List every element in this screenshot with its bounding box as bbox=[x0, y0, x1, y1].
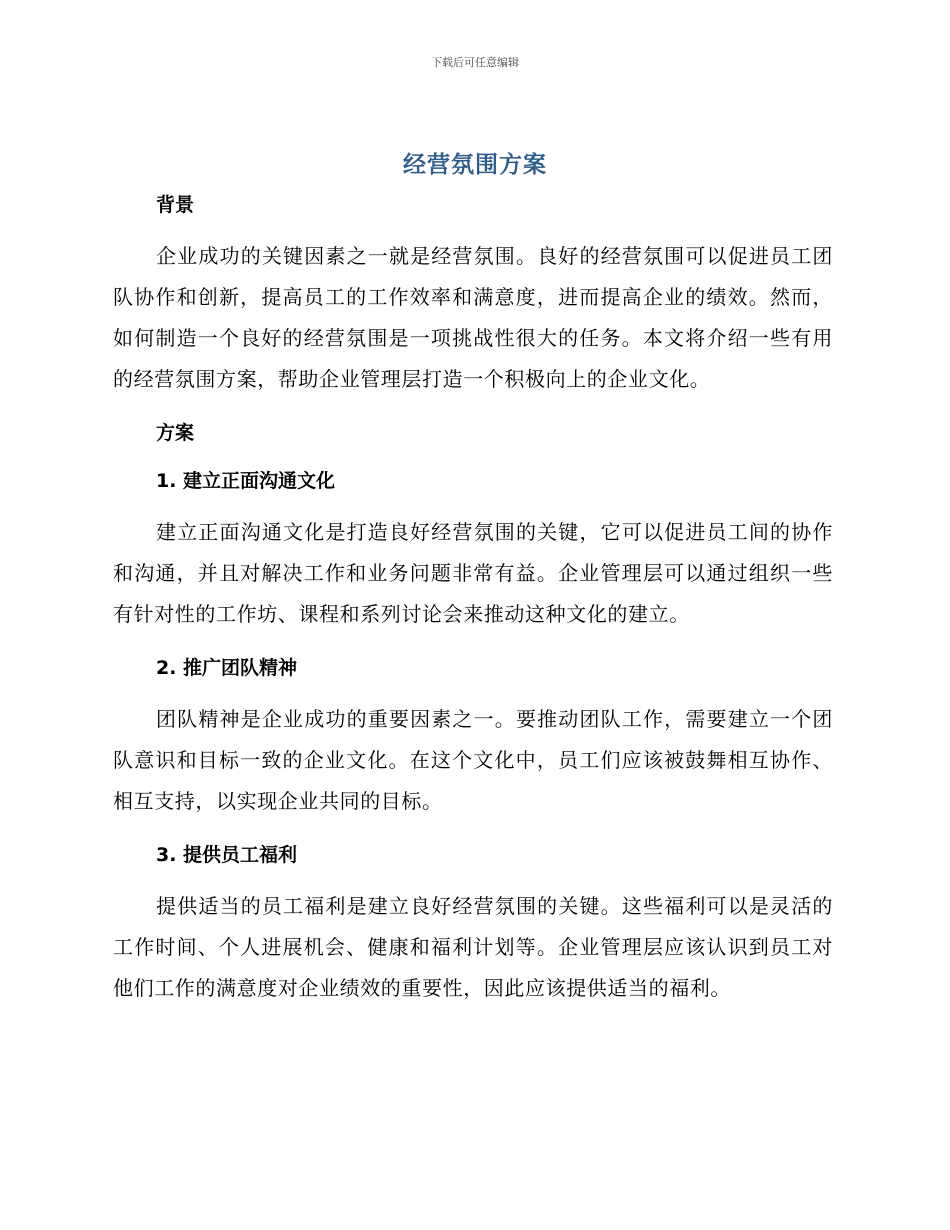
section-heading-communication: 1. 建立正面沟通文化 bbox=[156, 470, 336, 492]
section-paragraph-benefits: 提供适当的员工福利是建立良好经营氛围的关键。这些福利可以是灵活的工作时间、个人进展机会、健康和福利计划等。企业管理层应该认识到员工对他们工作的满意度对企业绩效的重要性，因此应该提供适当的福利。 bbox=[113, 894, 833, 1000]
section-heading-benefits: 3. 提供员工福利 bbox=[156, 844, 298, 866]
section-heading-plan: 方案 bbox=[156, 422, 195, 444]
document-body bbox=[113, 188, 833, 1009]
section-paragraph-communication: 建立正面沟通文化是打造良好经营氛围的关键，它可以促进员工间的协作和沟通，并且对解决工作和业务问题非常有益。企业管理层可以通过组织一些有针对性的工作坊、课程和系列讨论会来推动这种文化的建立。 bbox=[113, 520, 833, 626]
section-paragraph-team-spirit: 团队精神是企业成功的重要因素之一。要推动团队工作，需要建立一个团队意识和目标一致的企业文化。在这个文化中，员工们应该被鼓舞相互协作、相互支持，以实现企业共同的目标。 bbox=[113, 707, 833, 813]
header-note: 下载后可任意编辑 bbox=[431, 56, 519, 69]
document-title: 经营氛围方案 bbox=[403, 152, 547, 178]
section-paragraph-background: 企业成功的关键因素之一就是经营氛围。良好的经营氛围可以促进员工团队协作和创新，提高员工的工作效率和满意度，进而提高企业的绩效。然而，如何制造一个良好的经营氛围是一项挑战性很大的任务。本文将介绍一些有用的经营氛围方案，帮助企业管理层打造一个积极向上的企业文化。 bbox=[113, 244, 833, 391]
section-heading-team-spirit: 2. 推广团队精神 bbox=[156, 657, 298, 679]
section-heading-background: 背景 bbox=[156, 194, 195, 216]
